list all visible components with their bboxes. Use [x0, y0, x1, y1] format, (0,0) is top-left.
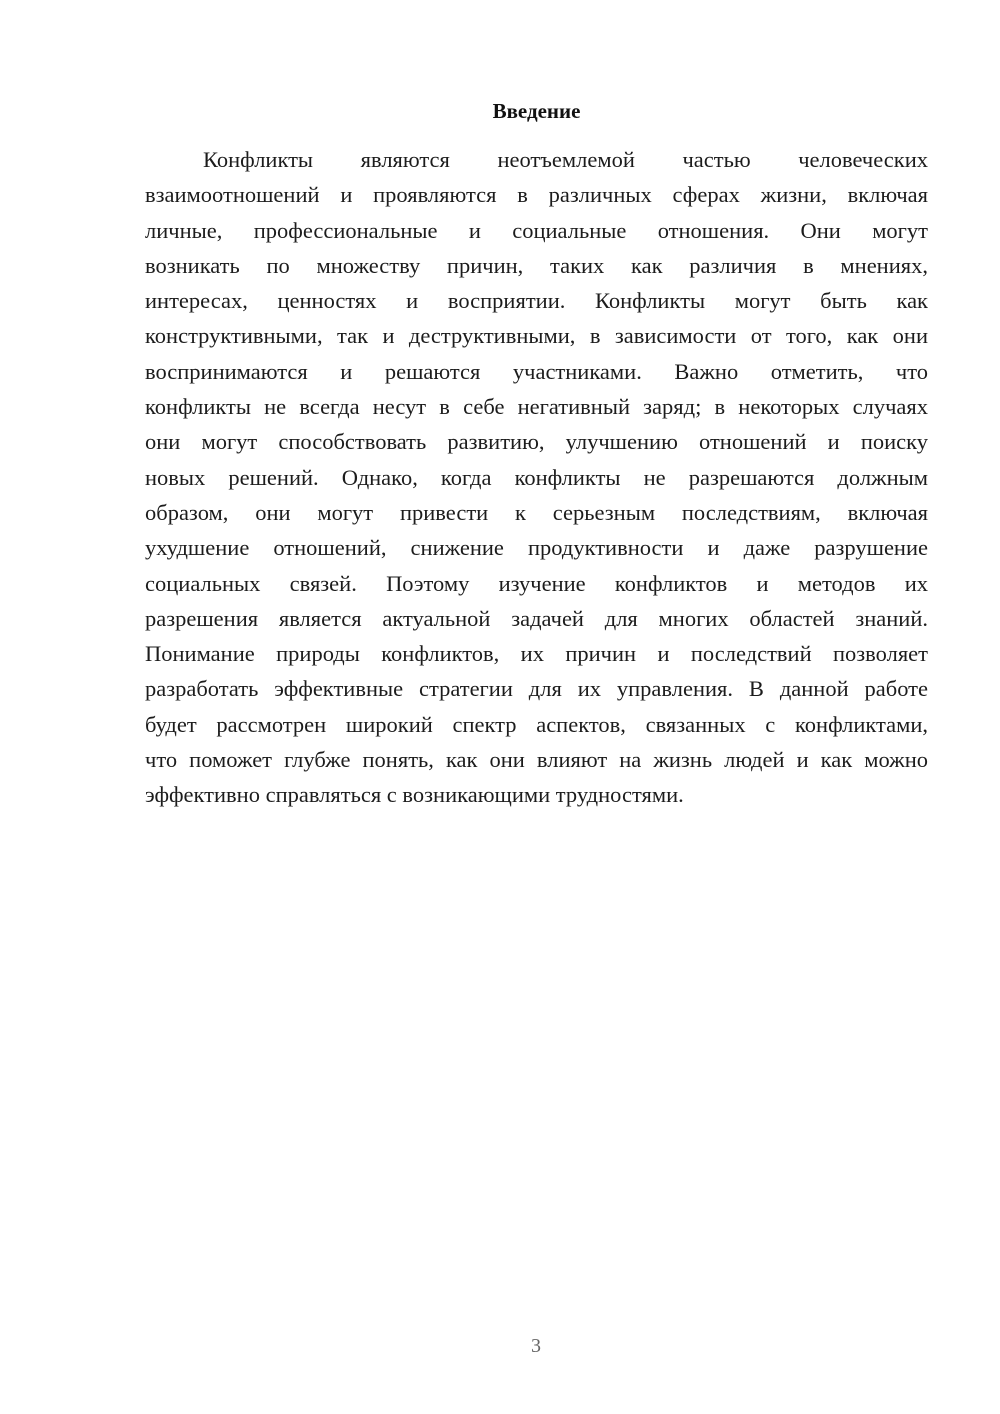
paragraph-line: интересах, ценностях и восприятии. Конфликты могут быть как	[145, 288, 928, 314]
paragraph-line: разработать эффективные стратегии для их управления. В данной работе	[145, 676, 928, 702]
paragraph-line: ухудшение отношений, снижение продуктивности и даже разрушение	[145, 535, 928, 561]
paragraph-line: воспринимаются и решаются участниками. Важно отметить, что	[145, 358, 928, 384]
paragraph-line: конфликты не всегда несут в себе негативный заряд; в некоторых случаях	[145, 394, 928, 420]
paragraph-line: новых решений. Однако, когда конфликты не разрешаются должным	[145, 464, 928, 490]
introduction-paragraph	[145, 142, 928, 813]
page-number: 3	[531, 1335, 541, 1357]
paragraph-line: разрешения является актуальной задачей для многих областей знаний.	[145, 605, 928, 631]
paragraph-line: социальных связей. Поэтому изучение конфликтов и методов их	[145, 570, 928, 596]
paragraph-line: они могут способствовать развитию, улучшению отношений и поиску	[145, 429, 928, 455]
paragraph-line: Конфликты являются неотъемлемой частью человеческих	[203, 147, 928, 172]
paragraph-line: образом, они могут привести к серьезным последствиям, включая	[145, 499, 928, 525]
section-heading: Введение	[492, 99, 581, 123]
paragraph-line: конструктивными, так и деструктивными, в зависимости от того, как они	[145, 323, 928, 349]
paragraph-line: эффективно справляться с возникающими трудностями.	[145, 782, 684, 808]
paragraph-line: взаимоотношений и проявляются в различных сферах жизни, включая	[145, 182, 928, 208]
paragraph-line: личные, профессиональные и социальные отношения. Они могут	[145, 217, 928, 243]
paragraph-line: что поможет глубже понять, как они влияют на жизнь людей и как можно	[145, 747, 928, 773]
paragraph-line: будет рассмотрен широкий спектр аспектов, связанных с конфликтами,	[145, 711, 928, 737]
paragraph-line: возникать по множеству причин, таких как различия в мнениях,	[145, 252, 928, 278]
paragraph-line: Понимание природы конфликтов, их причин и последствий позволяет	[145, 641, 928, 667]
